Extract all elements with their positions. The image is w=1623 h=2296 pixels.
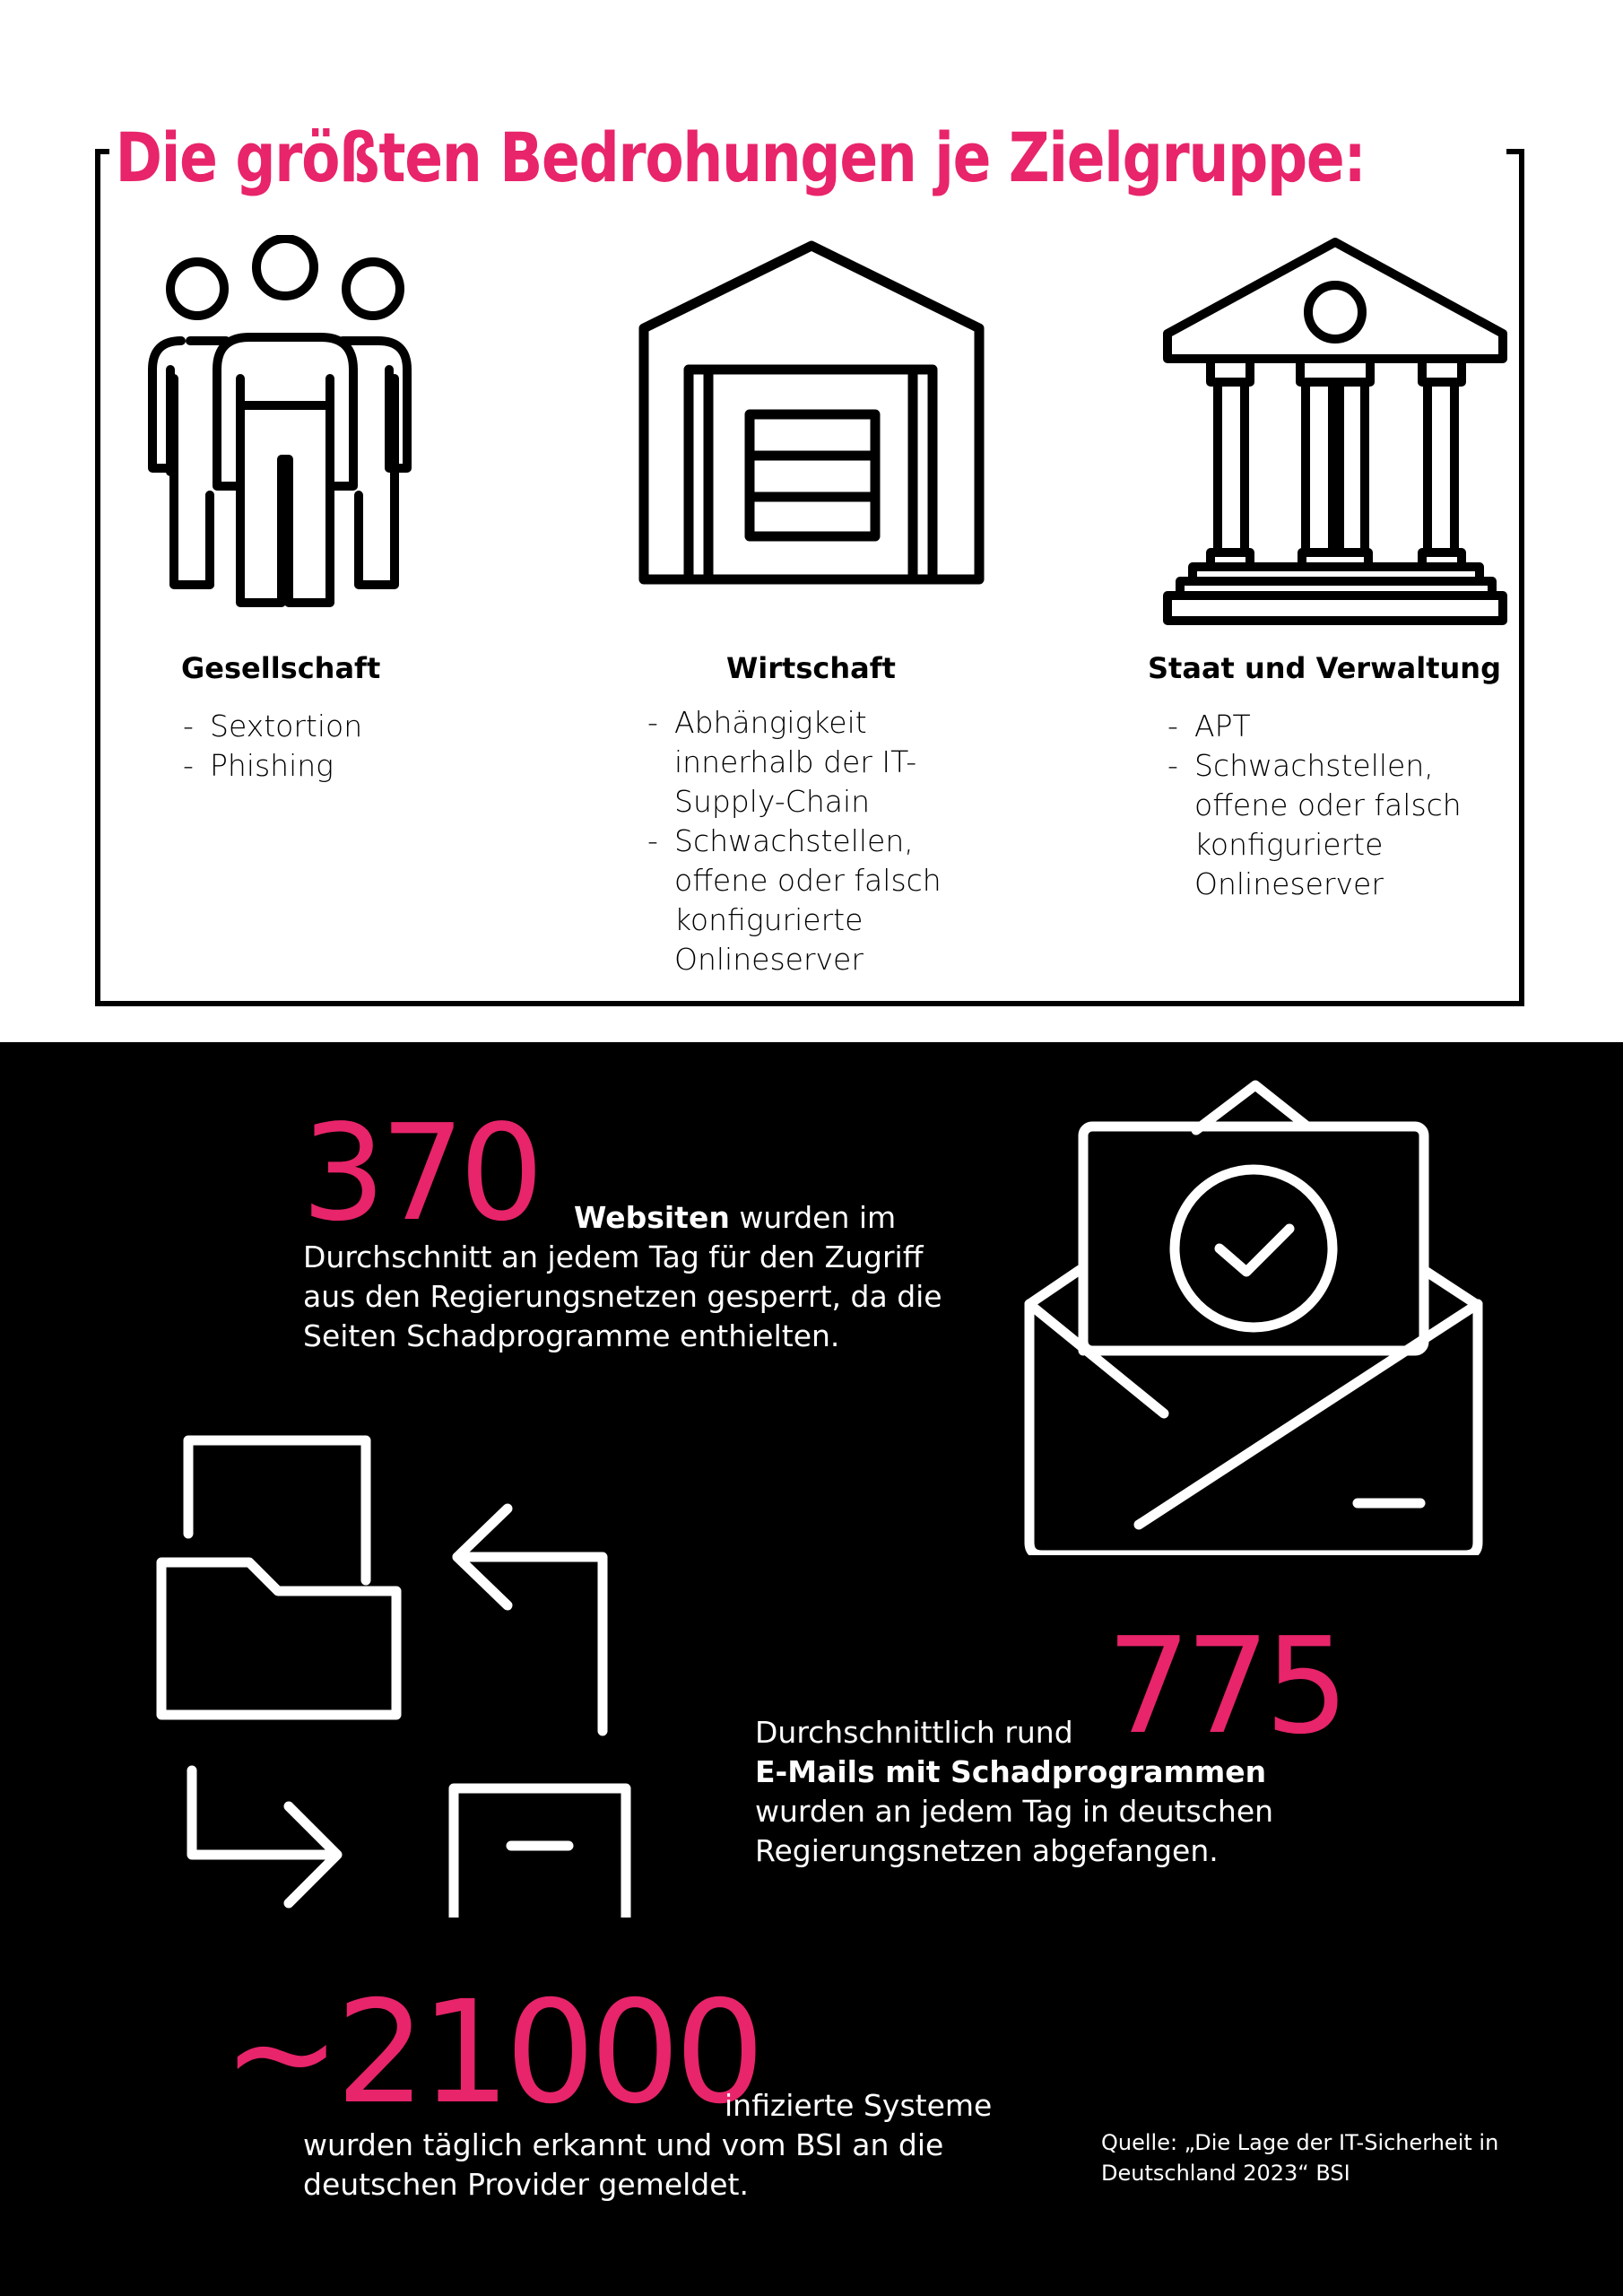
stat-emails-bold [755,1752,1266,1792]
frame-corner-right [1506,149,1524,154]
list-item: - Abhängigkeit innerhalb der IT-Supply-Chain [647,703,1006,822]
stat-websites-number: 370 [301,1096,539,1250]
list-item: - Sextortion [183,707,524,746]
stat-emails-number: 775 [1107,1609,1344,1763]
file-transfer-icon [152,1433,655,1918]
threat-list-wirtschaft [647,703,1006,979]
threats-section [0,0,1623,1042]
stat-websites-lead [574,1198,896,1238]
statistics-section [0,1042,1623,2296]
threat-list-gesellschaft [183,707,524,786]
category-heading-gesellschaft: Gesellschaft [181,651,381,685]
stat-websites-lead-text: wurden im [729,1200,897,1235]
stat-systems-number: ~21000 [222,1970,760,2135]
stat-websites-bold: Websiten [574,1200,730,1235]
list-item: - Schwachstellen, offene oder falsch konfigurierte Onlineserver [647,822,1006,979]
envelope-check-icon [1020,1080,1487,1555]
list-item: - APT [1167,707,1508,746]
stat-systems-text: wurden täglich erkannt und vom BSI an die deutschen Provider gemeldet. [303,2127,944,2202]
page-title: Die größten Bedrohungen je Zielgruppe: [109,109,1285,206]
stat-websites-text: Durchschnitt an jedem Tag für den Zugriff aus den Regierungsnetzen gesperrt, da die Seiten Schadprogramme enthielten. [303,1239,942,1353]
list-item: - Schwachstellen, offene oder falsch konfigurierte Onlineserver [1167,746,1508,904]
warehouse-icon [638,239,985,585]
stat-systems-lead: infizierte Systeme [725,2088,993,2123]
list-item: - Phishing [183,746,524,786]
category-heading-wirtschaft: Wirtschaft [726,651,896,685]
source-citation: Quelle: „Die Lage der IT-Sicherheit in Deutschland 2023“ BSI [1101,2130,1499,2186]
stat-emails-text: wurden an jedem Tag in deutschen Regierungsnetzen abgefangen. [755,1794,1274,1868]
threat-list-staat [1167,707,1508,904]
category-heading-staat: Staat und Verwaltung [1148,651,1501,685]
government-building-icon [1162,235,1508,630]
stat-emails-intro: Durchschnittlich rund [755,1715,1073,1750]
stat-emails-bold-text: E-Mails mit Schadprogrammen [755,1754,1267,1789]
people-group-icon [118,235,450,612]
